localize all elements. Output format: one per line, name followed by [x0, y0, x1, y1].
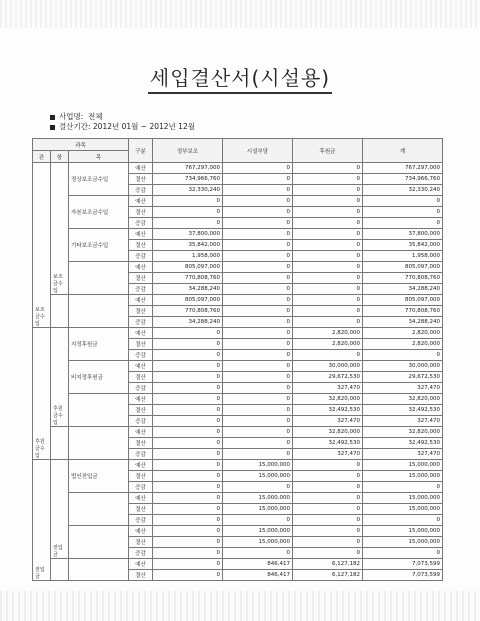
mok-cell: 기타보조금수입: [69, 229, 129, 262]
type-cell: 예산: [129, 196, 153, 207]
type-cell: 결산: [129, 339, 153, 350]
facility-cell: 15,000,000: [223, 537, 293, 548]
total-cell: 805,097,000: [363, 262, 443, 273]
donation-cell: 0: [293, 526, 363, 537]
type-cell: 결산: [129, 504, 153, 515]
donation-cell: 0: [293, 240, 363, 251]
type-cell: 증감: [129, 548, 153, 559]
type-cell: 결산: [129, 240, 153, 251]
donation-cell: 327,470: [293, 449, 363, 460]
facility-cell: 0: [223, 449, 293, 460]
gov-cell: 0: [153, 526, 223, 537]
gov-cell: 0: [153, 350, 223, 361]
donation-cell: 32,820,000: [293, 394, 363, 405]
gov-cell: 0: [153, 383, 223, 394]
gov-cell: 0: [153, 339, 223, 350]
table-row: [33, 493, 443, 504]
total-cell: 327,470: [363, 383, 443, 394]
table-row: [33, 262, 443, 273]
facility-cell: 0: [223, 251, 293, 262]
total-cell: 15,000,000: [363, 493, 443, 504]
facility-cell: 0: [223, 339, 293, 350]
gov-cell: 0: [153, 196, 223, 207]
type-cell: 증감: [129, 482, 153, 493]
type-cell: 예산: [129, 361, 153, 372]
header-hang: 항: [51, 151, 69, 163]
donation-cell: 32,820,000: [293, 427, 363, 438]
donation-cell: 327,470: [293, 416, 363, 427]
facility-cell: 846,417: [223, 559, 293, 570]
gov-cell: 0: [153, 493, 223, 504]
mok-cell: 자본보조금수입: [69, 196, 129, 229]
mok-cell: 경상보조금수입: [69, 163, 129, 196]
total-cell: 0: [363, 482, 443, 493]
donation-cell: 0: [293, 482, 363, 493]
total-cell: 15,000,000: [363, 504, 443, 515]
donation-cell: 6,127,182: [293, 570, 363, 581]
gov-cell: 0: [153, 482, 223, 493]
type-cell: 증감: [129, 515, 153, 526]
facility-cell: 15,000,000: [223, 493, 293, 504]
donation-cell: 32,492,530: [293, 438, 363, 449]
table-row: [33, 229, 443, 240]
donation-cell: 0: [293, 471, 363, 482]
total-cell: 15,000,000: [363, 526, 443, 537]
total-cell: 32,820,000: [363, 427, 443, 438]
type-cell: 예산: [129, 394, 153, 405]
total-cell: 7,073,599: [363, 559, 443, 570]
facility-cell: 0: [223, 284, 293, 295]
period-label: 결산기간:: [59, 122, 91, 131]
header-mok: 목: [69, 151, 129, 163]
facility-cell: 0: [223, 515, 293, 526]
facility-cell: 0: [223, 207, 293, 218]
facility-cell: 0: [223, 174, 293, 185]
total-cell: 0: [363, 515, 443, 526]
total-cell: 34,288,240: [363, 284, 443, 295]
facility-cell: 0: [223, 196, 293, 207]
facility-cell: 0: [223, 240, 293, 251]
donation-cell: 0: [293, 251, 363, 262]
donation-cell: 32,492,530: [293, 405, 363, 416]
facility-cell: 0: [223, 328, 293, 339]
facility-cell: 0: [223, 218, 293, 229]
gov-cell: 34,288,240: [153, 317, 223, 328]
gov-cell: 0: [153, 427, 223, 438]
facility-cell: 0: [223, 427, 293, 438]
table-row: [33, 394, 443, 405]
donation-cell: 0: [293, 460, 363, 471]
header-total: 계: [363, 139, 443, 163]
mok-cell: [69, 559, 129, 581]
facility-cell: 0: [223, 262, 293, 273]
gov-cell: 0: [153, 438, 223, 449]
gov-cell: 35,842,000: [153, 240, 223, 251]
type-cell: 예산: [129, 295, 153, 306]
gov-cell: 0: [153, 372, 223, 383]
facility-cell: 0: [223, 416, 293, 427]
facility-cell: 0: [223, 306, 293, 317]
mok-cell: [69, 295, 129, 328]
header-donation: 후원금: [293, 139, 363, 163]
total-cell: 32,330,240: [363, 185, 443, 196]
total-cell: 2,820,000: [363, 328, 443, 339]
gov-cell: 37,800,000: [153, 229, 223, 240]
table-row: [33, 559, 443, 570]
total-cell: 1,958,000: [363, 251, 443, 262]
facility-cell: 15,000,000: [223, 504, 293, 515]
scan-noise-top: [0, 0, 480, 28]
header-facility: 시설부담: [223, 139, 293, 163]
table-row: [33, 163, 443, 174]
mok-cell: [69, 427, 129, 460]
gov-cell: 0: [153, 460, 223, 471]
period-line: [50, 121, 195, 132]
facility-cell: 0: [223, 229, 293, 240]
donation-cell: 29,672,530: [293, 372, 363, 383]
gov-cell: 767,297,000: [153, 163, 223, 174]
facility-cell: 0: [223, 405, 293, 416]
type-cell: 증감: [129, 449, 153, 460]
gov-cell: 805,097,000: [153, 295, 223, 306]
type-cell: 예산: [129, 559, 153, 570]
donation-cell: 0: [293, 229, 363, 240]
donation-cell: 0: [293, 273, 363, 284]
total-cell: 35,842,000: [363, 240, 443, 251]
facility-cell: 0: [223, 438, 293, 449]
type-cell: 예산: [129, 229, 153, 240]
gov-cell: 32,330,240: [153, 185, 223, 196]
gov-cell: 0: [153, 416, 223, 427]
donation-cell: 0: [293, 295, 363, 306]
facility-cell: 0: [223, 185, 293, 196]
total-cell: 2,820,000: [363, 339, 443, 350]
donation-cell: 0: [293, 515, 363, 526]
type-cell: 결산: [129, 306, 153, 317]
facility-cell: 0: [223, 273, 293, 284]
type-cell: 예산: [129, 262, 153, 273]
hang-cell: [51, 295, 69, 328]
mok-cell: [69, 262, 129, 295]
facility-cell: 0: [223, 548, 293, 559]
facility-cell: 0: [223, 361, 293, 372]
gov-cell: 0: [153, 449, 223, 460]
type-cell: 증감: [129, 383, 153, 394]
header-gwan: 관: [33, 151, 51, 163]
facility-cell: 0: [223, 317, 293, 328]
gov-cell: 0: [153, 405, 223, 416]
gov-cell: 770,808,760: [153, 306, 223, 317]
document-title: 세입결산서(시설용): [0, 62, 480, 91]
facility-cell: 0: [223, 383, 293, 394]
hang-cell: 보조금수입: [51, 163, 69, 295]
total-cell: 7,073,599: [363, 570, 443, 581]
gov-cell: 0: [153, 548, 223, 559]
type-cell: 예산: [129, 163, 153, 174]
total-cell: 770,808,760: [363, 306, 443, 317]
facility-cell: 846,417: [223, 570, 293, 581]
table-row: [33, 427, 443, 438]
table-row: [33, 196, 443, 207]
donation-cell: 0: [293, 185, 363, 196]
gov-cell: 0: [153, 394, 223, 405]
type-cell: 증감: [129, 350, 153, 361]
type-cell: 예산: [129, 493, 153, 504]
facility-value: 전체: [88, 112, 103, 121]
total-cell: 15,000,000: [363, 471, 443, 482]
header-gov: 정부보조: [153, 139, 223, 163]
gov-cell: 0: [153, 504, 223, 515]
donation-cell: 0: [293, 163, 363, 174]
donation-cell: 30,000,000: [293, 361, 363, 372]
facility-cell: 0: [223, 394, 293, 405]
mok-cell: [69, 394, 129, 427]
hang-cell: [51, 427, 69, 460]
table-row: [33, 460, 443, 471]
total-cell: 29,672,530: [363, 372, 443, 383]
donation-cell: 2,820,000: [293, 328, 363, 339]
type-cell: 결산: [129, 174, 153, 185]
facility-cell: 0: [223, 163, 293, 174]
period-value: 2012년 01월 ~ 2012년 12월: [92, 122, 195, 131]
gov-cell: 0: [153, 515, 223, 526]
hang-cell: 후원금수입: [51, 328, 69, 427]
hang-cell: [51, 559, 69, 581]
table-row: [33, 361, 443, 372]
total-cell: 30,000,000: [363, 361, 443, 372]
type-cell: 증감: [129, 251, 153, 262]
gwan-cell: 보조금수입: [33, 163, 51, 328]
facility-cell: 15,000,000: [223, 471, 293, 482]
table-row: [33, 295, 443, 306]
gwan-cell: 후원금수입: [33, 328, 51, 460]
gov-cell: 0: [153, 559, 223, 570]
total-cell: 0: [363, 196, 443, 207]
total-cell: 327,470: [363, 416, 443, 427]
table-row: [33, 526, 443, 537]
gov-cell: 0: [153, 361, 223, 372]
total-cell: 0: [363, 548, 443, 559]
total-cell: 0: [363, 207, 443, 218]
type-cell: 결산: [129, 438, 153, 449]
donation-cell: 0: [293, 317, 363, 328]
type-cell: 결산: [129, 207, 153, 218]
facility-cell: 15,000,000: [223, 460, 293, 471]
gov-cell: 0: [153, 570, 223, 581]
mok-cell: [69, 493, 129, 526]
donation-cell: 0: [293, 350, 363, 361]
type-cell: 결산: [129, 372, 153, 383]
type-cell: 증감: [129, 185, 153, 196]
header-row-1: [33, 139, 443, 151]
gwan-cell: 전입금: [33, 460, 51, 581]
donation-cell: 0: [293, 196, 363, 207]
donation-cell: 0: [293, 218, 363, 229]
type-cell: 증감: [129, 218, 153, 229]
gov-cell: 0: [153, 218, 223, 229]
donation-cell: 0: [293, 262, 363, 273]
facility-cell: 15,000,000: [223, 526, 293, 537]
hang-cell: 전입금: [51, 460, 69, 559]
total-cell: 32,492,530: [363, 405, 443, 416]
facility-cell: 0: [223, 295, 293, 306]
bullet-square-icon: [50, 115, 55, 120]
total-cell: 770,808,760: [363, 273, 443, 284]
total-cell: 327,470: [363, 449, 443, 460]
type-cell: 결산: [129, 570, 153, 581]
total-cell: 37,800,000: [363, 229, 443, 240]
gov-cell: 0: [153, 207, 223, 218]
mok-cell: 지정후원금: [69, 328, 129, 361]
type-cell: 결산: [129, 471, 153, 482]
scan-noise-bottom: [0, 591, 480, 621]
mok-cell: 법인전입금: [69, 460, 129, 493]
table-row: [33, 328, 443, 339]
facility-cell: 0: [223, 350, 293, 361]
total-cell: 734,966,760: [363, 174, 443, 185]
gov-cell: 770,808,760: [153, 273, 223, 284]
total-cell: 15,000,000: [363, 460, 443, 471]
gov-cell: 0: [153, 471, 223, 482]
gov-cell: 34,288,240: [153, 284, 223, 295]
donation-cell: 0: [293, 493, 363, 504]
gov-cell: 805,097,000: [153, 262, 223, 273]
facility-cell: 0: [223, 372, 293, 383]
header-category: 과목: [33, 139, 129, 151]
gov-cell: 734,966,760: [153, 174, 223, 185]
gov-cell: 0: [153, 328, 223, 339]
bullet-square-icon: [50, 125, 55, 130]
donation-cell: 0: [293, 548, 363, 559]
donation-cell: 0: [293, 207, 363, 218]
facility-cell: 0: [223, 482, 293, 493]
header-type: 구분: [129, 139, 153, 163]
total-cell: 0: [363, 350, 443, 361]
type-cell: 결산: [129, 537, 153, 548]
type-cell: 증감: [129, 317, 153, 328]
total-cell: 32,820,000: [363, 394, 443, 405]
type-cell: 예산: [129, 460, 153, 471]
total-cell: 805,097,000: [363, 295, 443, 306]
type-cell: 증감: [129, 284, 153, 295]
total-cell: 767,297,000: [363, 163, 443, 174]
type-cell: 예산: [129, 328, 153, 339]
mok-cell: 비지정후원금: [69, 361, 129, 394]
total-cell: 32,492,530: [363, 438, 443, 449]
total-cell: 34,288,240: [363, 317, 443, 328]
type-cell: 결산: [129, 405, 153, 416]
donation-cell: 0: [293, 306, 363, 317]
total-cell: 0: [363, 218, 443, 229]
facility-label: 사업명:: [59, 112, 84, 121]
donation-cell: 0: [293, 537, 363, 548]
gov-cell: 1,958,000: [153, 251, 223, 262]
gov-cell: 0: [153, 537, 223, 548]
mok-cell: [69, 526, 129, 559]
donation-cell: 327,470: [293, 383, 363, 394]
revenue-table: [32, 138, 443, 581]
type-cell: 결산: [129, 273, 153, 284]
type-cell: 증감: [129, 416, 153, 427]
donation-cell: 2,820,000: [293, 339, 363, 350]
type-cell: 예산: [129, 526, 153, 537]
type-cell: 예산: [129, 427, 153, 438]
donation-cell: 0: [293, 174, 363, 185]
donation-cell: 6,127,182: [293, 559, 363, 570]
donation-cell: 0: [293, 284, 363, 295]
total-cell: 15,000,000: [363, 537, 443, 548]
donation-cell: 0: [293, 504, 363, 515]
